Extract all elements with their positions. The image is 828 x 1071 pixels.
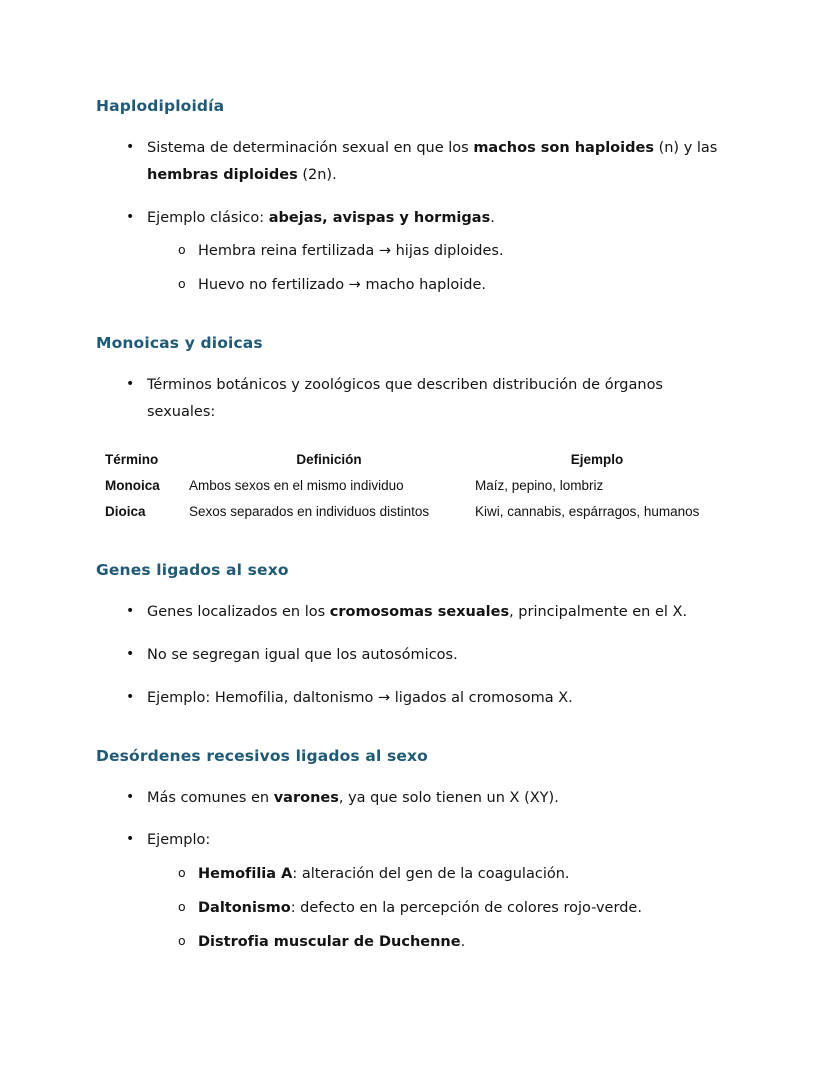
bullet-desordenes-recesivos-1-sub-0-bold-0: Hemofilia A <box>198 866 293 883</box>
bullet-list-monoicas-dioicas <box>96 372 732 426</box>
bullet-haplodiploidia-0-text-4: (2n). <box>297 166 337 183</box>
bullet-genes-ligados-sexo-0-text-0: Genes localizados en los <box>147 604 330 621</box>
bullet-desordenes-recesivos-1-sub-2-text-1: . <box>460 933 466 950</box>
list-item <box>96 642 732 669</box>
sub-list-item <box>147 861 732 888</box>
sub-bullet-marker-icon: o <box>178 899 186 915</box>
list-item <box>96 785 732 812</box>
table-cell-termino: Monoica <box>105 478 160 494</box>
table-header-row <box>105 448 725 475</box>
sub-bullet-marker-icon: o <box>178 932 186 948</box>
bullet-monoicas-dioicas-0-text-0: Términos botánicos y zoológicos que describen distribución de órganos sexuales: <box>147 376 663 420</box>
bullet-haplodiploidia-0-bold-1: machos son haploides <box>473 139 654 156</box>
bullet-desordenes-recesivos-1-sub-2-bold-0: Distrofia muscular de Duchenne <box>198 933 461 950</box>
bullet-desordenes-recesivos-0-text-0: Más comunes en <box>147 789 274 806</box>
table-cell-definicion: Ambos sexos en el mismo individuo <box>189 478 404 494</box>
table-cell-termino: Dioica <box>105 504 146 520</box>
bullet-desordenes-recesivos-1-sub-1-bold-0: Daltonismo <box>198 900 291 917</box>
bullet-desordenes-recesivos-0-text-2: , ya que solo tienen un X (XY). <box>338 789 559 806</box>
bullet-genes-ligados-sexo-1-text-0: No se segregan igual que los autosómicos. <box>147 647 458 664</box>
bullet-haplodiploidia-0-bold-3: hembras diploides <box>147 166 298 183</box>
section-heading-genes-ligados-sexo: Genes ligados al sexo <box>96 561 289 580</box>
bullet-marker-icon: • <box>126 831 135 848</box>
bullet-desordenes-recesivos-0-bold-1: varones <box>273 789 339 806</box>
sub-list-item <box>147 895 732 922</box>
table-row <box>105 474 725 499</box>
bullet-desordenes-recesivos-1-sub-0-text-1: : alteración del gen de la coagulación. <box>292 866 570 883</box>
bullet-haplodiploidia-1-sub-0-text-0: Hembra reina fertilizada → hijas diploides. <box>198 243 504 260</box>
bullet-haplodiploidia-1-sub-1-content <box>198 277 486 293</box>
document-content <box>96 96 732 956</box>
bullet-marker-icon: • <box>126 646 135 663</box>
sub-list-item <box>147 238 732 265</box>
list-item <box>96 205 732 299</box>
bullet-monoicas-dioicas-0-content <box>147 377 663 420</box>
bullet-genes-ligados-sexo-2-text-0: Ejemplo: Hemofilia, daltonismo → ligados al cromosoma X. <box>147 689 573 706</box>
sub-bullet-marker-icon: o <box>178 242 186 258</box>
table-cell-ejemplo: Kiwi, cannabis, espárragos, humanos <box>475 504 700 520</box>
table-col-header-termino: Término <box>105 451 159 467</box>
bullet-genes-ligados-sexo-1-content <box>147 647 458 663</box>
bullet-haplodiploidia-1-sub-1-text-0: Huevo no fertilizado → macho haploide. <box>198 277 487 294</box>
bullet-list-genes-ligados-sexo <box>96 599 732 711</box>
table-cell-definicion: Sexos separados en individuos distintos <box>189 504 430 520</box>
bullet-desordenes-recesivos-0-content <box>147 790 559 806</box>
bullet-haplodiploidia-1-text-2: . <box>490 209 495 226</box>
bullet-haplodiploidia-0-text-2: (n) y las <box>653 139 718 156</box>
bullet-haplodiploidia-1-content <box>147 210 495 226</box>
bullet-haplodiploidia-0-content <box>147 140 717 183</box>
bullet-haplodiploidia-1-bold-1: abejas, avispas y hormigas <box>268 209 491 226</box>
bullet-marker-icon: • <box>126 603 135 620</box>
list-item <box>96 372 732 426</box>
bullet-desordenes-recesivos-1-sub-2-content <box>198 934 465 950</box>
sub-bullet-list-haplodiploidia-1 <box>147 238 732 299</box>
list-item <box>96 827 732 955</box>
bullet-haplodiploidia-0-text-0: Sistema de determinación sexual en que los <box>147 139 474 156</box>
bullet-desordenes-recesivos-1-content <box>147 832 210 848</box>
bullet-marker-icon: • <box>126 788 135 805</box>
bullet-genes-ligados-sexo-2-content <box>147 690 573 706</box>
bullet-haplodiploidia-1-text-0: Ejemplo clásico: <box>147 209 269 226</box>
bullet-desordenes-recesivos-1-sub-0-content <box>198 866 570 882</box>
sub-bullet-marker-icon: o <box>178 865 186 881</box>
bullet-marker-icon: • <box>126 208 135 225</box>
sub-bullet-list-desordenes-recesivos-1 <box>147 861 732 955</box>
sub-bullet-marker-icon: o <box>178 276 186 292</box>
sub-list-item <box>147 272 732 299</box>
bullet-marker-icon: • <box>126 375 135 392</box>
bullet-marker-icon: • <box>126 138 135 155</box>
table-row <box>105 499 725 526</box>
bullet-list-desordenes-recesivos <box>96 785 732 956</box>
bullet-genes-ligados-sexo-0-text-2: , principalmente en el X. <box>509 604 688 621</box>
section-heading-monoicas-dioicas: Monoicas y dioicas <box>96 333 263 352</box>
table-col-header-ejemplo: Ejemplo <box>570 451 624 467</box>
bullet-desordenes-recesivos-1-text-0: Ejemplo: <box>147 832 211 849</box>
monoicas-dioicas-table <box>105 448 725 527</box>
table-col-header-definicion: Definición <box>296 451 362 467</box>
bullet-marker-icon: • <box>126 688 135 705</box>
bullet-genes-ligados-sexo-0-content <box>147 604 687 620</box>
bullet-desordenes-recesivos-1-sub-1-text-1: : defecto en la percepción de colores rojo-verde. <box>290 900 642 917</box>
bullet-haplodiploidia-1-sub-0-content <box>198 243 504 259</box>
list-item <box>96 685 732 712</box>
bullet-desordenes-recesivos-1-sub-1-content <box>198 900 642 916</box>
list-item <box>96 135 732 189</box>
table-cell-ejemplo: Maíz, pepino, lombriz <box>475 478 604 494</box>
sub-list-item <box>147 929 732 956</box>
bullet-list-haplodiploidia <box>96 135 732 299</box>
section-heading-desordenes-recesivos: Desórdenes recesivos ligados al sexo <box>96 746 428 765</box>
list-item <box>96 599 732 626</box>
bullet-genes-ligados-sexo-0-bold-1: cromosomas sexuales <box>329 604 510 621</box>
section-heading-haplodiploidia: Haplodiploidía <box>96 97 225 115</box>
